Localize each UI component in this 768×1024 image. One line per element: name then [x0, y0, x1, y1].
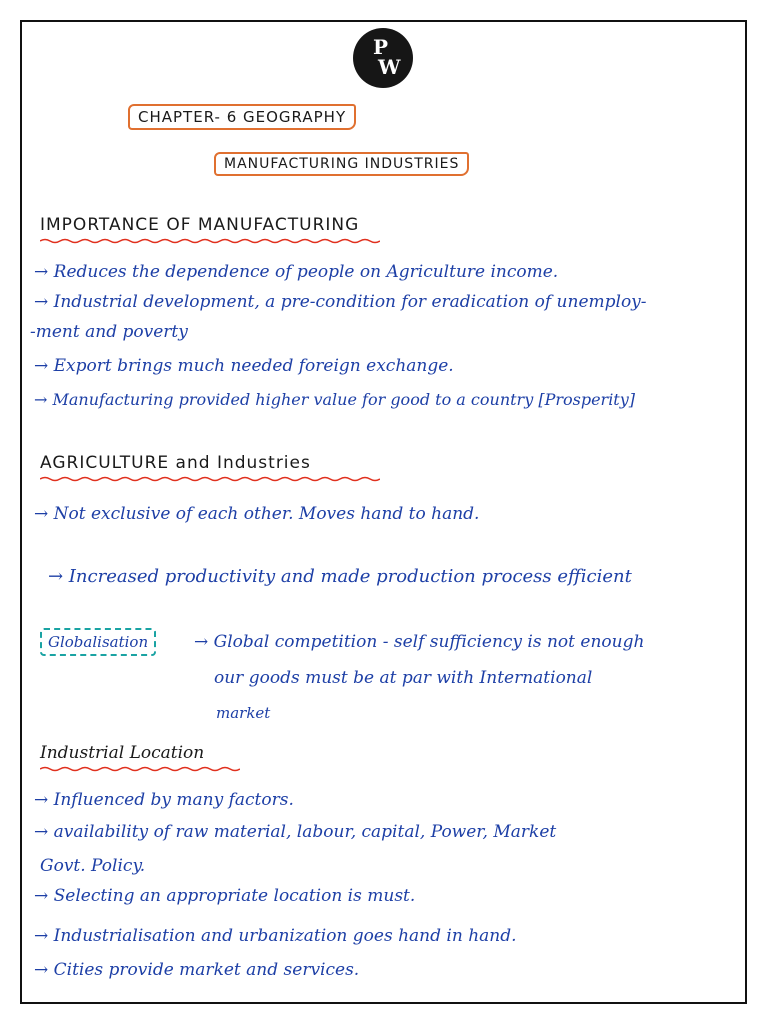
- line-importance-4: → Export brings much needed foreign exchange.: [34, 356, 454, 376]
- line-glob-1: → Global competition - self sufficiency is not enough: [194, 632, 645, 652]
- heading-location-text: Industrial Location: [40, 743, 205, 763]
- heading-importance-text: IMPORTANCE OF MANUFACTURING: [40, 215, 360, 235]
- line-importance-5: → Manufacturing provided higher value for good to a country [Prosperity]: [34, 390, 636, 409]
- line-importance-3: -ment and poverty: [30, 322, 188, 342]
- line-importance-2: → Industrial development, a pre-condition for eradication of unemploy-: [34, 292, 647, 312]
- line-glob-3: market: [216, 704, 271, 722]
- heading-agriculture: [40, 452, 311, 474]
- red-underline: [40, 476, 380, 482]
- line-location-2: → availability of raw material, labour, capital, Power, Market: [34, 822, 557, 842]
- chapter-title: MANUFACTURING INDUSTRIES: [214, 152, 469, 176]
- red-underline: [40, 238, 380, 244]
- line-agri-1: → Not exclusive of each other. Moves hand to hand.: [34, 504, 480, 524]
- line-location-4: → Selecting an appropriate location is must.: [34, 886, 416, 906]
- logo-letter-p: P: [373, 35, 389, 59]
- line-location-6: → Cities provide market and services.: [34, 960, 360, 980]
- line-location-1: → Influenced by many factors.: [34, 790, 294, 810]
- line-glob-2: our goods must be at par with International: [214, 668, 593, 688]
- heading-location: [40, 742, 204, 764]
- line-location-3: Govt. Policy.: [40, 856, 146, 876]
- line-agri-2: → Increased productivity and made production process efficient: [48, 566, 632, 587]
- heading-agriculture-text: AGRICULTURE and Industries: [40, 453, 311, 473]
- line-location-5: → Industrialisation and urbanization goes hand in hand.: [34, 926, 517, 946]
- line-importance-1: → Reduces the dependence of people on Agriculture income.: [34, 262, 559, 282]
- chapter-label: CHAPTER- 6 GEOGRAPHY: [128, 104, 356, 130]
- heading-importance: [40, 214, 359, 236]
- pw-logo: [353, 28, 413, 88]
- globalisation-box: Globalisation: [40, 628, 156, 656]
- red-underline: [40, 766, 240, 772]
- logo-letter-w: W: [378, 55, 401, 79]
